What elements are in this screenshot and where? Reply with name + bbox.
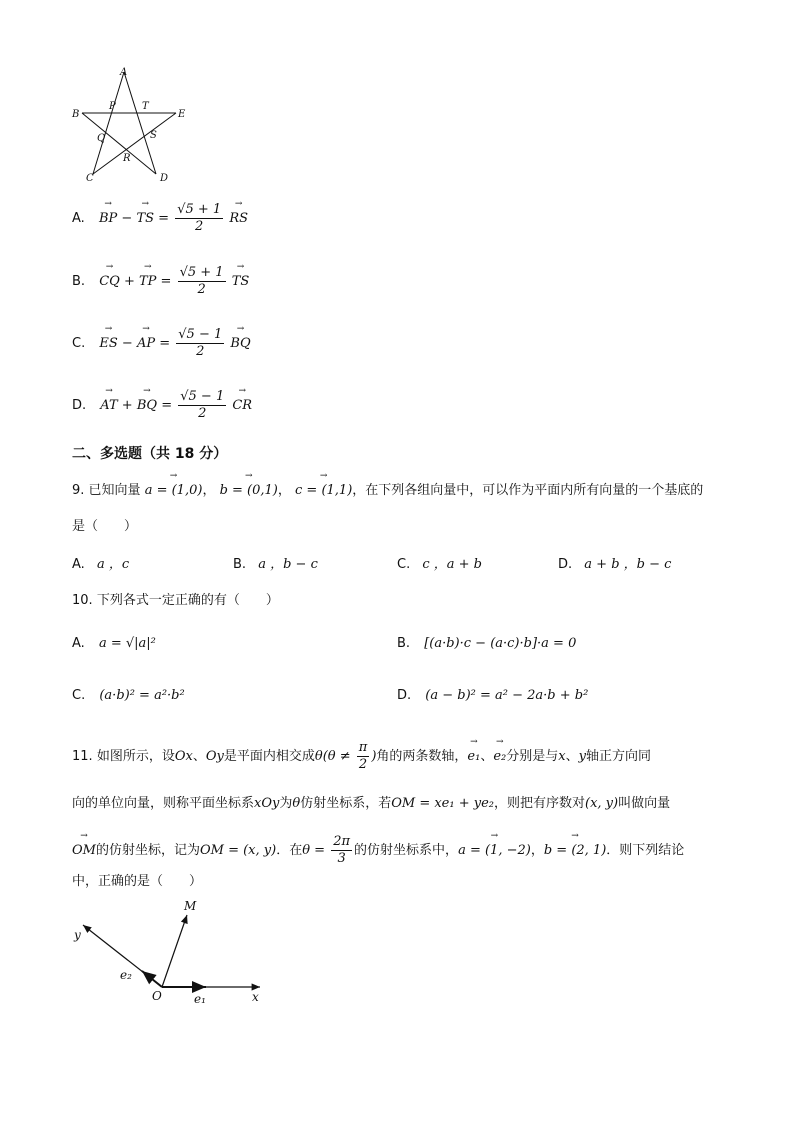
q10-stem: 10. 下列各式一定正确的有（ ） [72, 593, 279, 608]
star-figure [66, 62, 196, 184]
star-label-c: C [86, 173, 94, 184]
q9-option-b: B. a ，b − c [233, 557, 318, 572]
q8-option-b: B. → CQ + → TP = $\frac{√5 + 1}{2}$ → TS [72, 265, 249, 298]
q10-option-b: B. [(a·b)·c − (a·c)·b]·a = 0 [397, 636, 577, 651]
q11-line1: 11. 如图所示，设Ox、Oy是平面内相交成θ(θ ≠ $\frac{\pi}{2}$ )角的两条数轴，→ e₁、→ e₂分别是与x、y轴正方向同 [72, 740, 651, 773]
axes-label-e1: e₁ [194, 992, 206, 1006]
q10-option-c: C. (a·b)² = a²·b² [72, 688, 185, 703]
axes-label-x: x [252, 990, 259, 1004]
q9-option-d: D. a + b ，b − c [558, 557, 672, 572]
q11-line4: 中，正确的是（ ） [72, 874, 203, 889]
star-label-t: T [142, 101, 149, 112]
q9-option-c: C. c ，a + b [397, 557, 483, 572]
star-label-p: P [109, 101, 116, 112]
star-label-e: E [178, 109, 186, 120]
section2-heading: 二、多选题（共 18 分） [72, 446, 228, 462]
q8-option-d: D. → AT + → BQ = $\frac{√5 - 1}{2}$ → CR [72, 389, 252, 422]
q8-option-c: C. → ES − → AP = $\frac{√5 - 1}{2}$ → BQ [72, 327, 251, 360]
q11-line3: → OM的仿射坐标，记为OM = (x, y)．在θ = $\frac{2\pi}{3}$ 的仿射坐标系中，→ a = (1, −2)，→ b = (2, 1)．则下列结论 [72, 834, 684, 867]
q10-option-a: A. a = √|a|² [72, 636, 156, 651]
axes-label-m: M [184, 899, 197, 913]
q10-option-d: D. (a − b)² = a² − 2a·b + b² [397, 688, 589, 703]
star-label-b: B [72, 109, 80, 120]
star-label-a: A [120, 67, 128, 78]
star-label-s: S [150, 130, 157, 141]
axes-label-o: O [152, 989, 162, 1003]
q11-line2: 向的单位向量，则称平面坐标系xOy为θ仿射坐标系，若OM = xe₁ + ye₂，则把有序数对(x, y)叫做向量 [72, 796, 671, 811]
star-label-q: Q [97, 133, 106, 144]
q9-stem: 9. 已知向量 → a = (1,0)， → b = (0,1)， → c = (1,1)，在下列各组向量中，可以作为平面内所有向量的一个基底的 [72, 479, 703, 498]
star-label-d: D [160, 173, 169, 184]
affine-axes-figure [68, 895, 273, 1010]
star-label-r: R [123, 153, 131, 164]
axes-label-e2: e₂ [120, 968, 132, 982]
q9-stem-line2: 是（ ） [72, 519, 138, 534]
axes-label-y: y [74, 928, 81, 942]
q8-option-a: A. → BP − → TS = $\frac{√5 + 1}{2}$ → RS [72, 202, 248, 235]
q9-option-a: A. a ，c [72, 557, 130, 572]
